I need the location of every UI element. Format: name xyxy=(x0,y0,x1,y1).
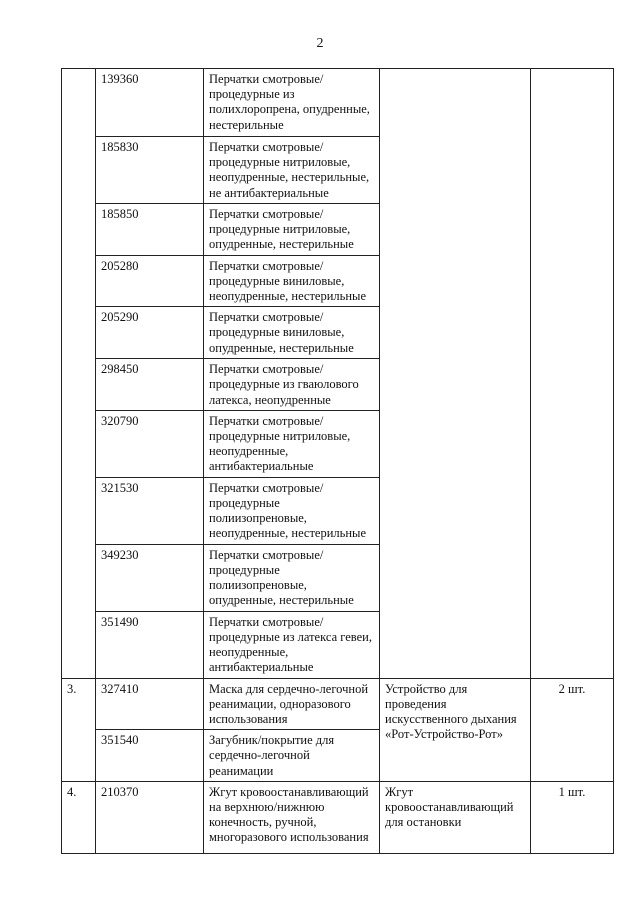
name-cell: Перчатки смотровые/ процедурные нитриловые, неопудренные, нестерильные, не антибактериальные xyxy=(204,137,380,204)
number-cell xyxy=(62,69,96,679)
name-cell: Перчатки смотровые/ процедурные полиизопреновые, неопудренные, нестерильные xyxy=(204,477,380,544)
name-cell: Перчатки смотровые/ процедурные полиизопреновые, опудренные, нестерильные xyxy=(204,544,380,611)
name-cell: Перчатки смотровые/ процедурные виниловые, неопудренные, нестерильные xyxy=(204,255,380,307)
device-cell xyxy=(380,69,531,679)
code-cell: 210370 xyxy=(96,781,204,853)
table-row xyxy=(62,69,614,137)
name-cell: Перчатки смотровые/ процедурные нитриловые, неопудренные, антибактериальные xyxy=(204,410,380,477)
table-row xyxy=(62,781,614,853)
code-cell: 320790 xyxy=(96,410,204,477)
medical-items-table xyxy=(61,68,614,854)
table-row xyxy=(62,678,614,730)
code-cell: 327410 xyxy=(96,678,204,730)
quantity-cell xyxy=(531,69,614,679)
device-cell: Жгут кровоостанавливающий для остановки xyxy=(380,781,531,853)
name-cell: Перчатки смотровые/ процедурные нитриловые, опудренные, нестерильные xyxy=(204,204,380,256)
name-cell: Жгут кровоостанавливающий на верхнюю/нижнюю конечность, ручной, многоразового использования xyxy=(204,781,380,853)
quantity-cell: 1 шт. xyxy=(531,781,614,853)
page-number: 2 xyxy=(316,36,324,51)
code-cell: 321530 xyxy=(96,477,204,544)
code-cell: 351540 xyxy=(96,730,204,782)
code-cell: 205290 xyxy=(96,307,204,359)
item-number: 3. xyxy=(62,678,96,781)
item-number: 4. xyxy=(62,781,96,853)
name-cell: Загубник/покрытие для сердечно-легочной реанимации xyxy=(204,730,380,782)
code-cell: 205280 xyxy=(96,255,204,307)
code-cell: 349230 xyxy=(96,544,204,611)
code-cell: 185830 xyxy=(96,137,204,204)
name-cell: Маска для сердечно-легочной реанимации, одноразового использования xyxy=(204,678,380,730)
quantity-cell: 2 шт. xyxy=(531,678,614,781)
device-cell: Устройство для проведения искусственного дыхания «Рот-Устройство-Рот» xyxy=(380,678,531,781)
name-cell: Перчатки смотровые/ процедурные из латекса гевеи, неопудренные, антибактериальные xyxy=(204,611,380,678)
code-cell: 351490 xyxy=(96,611,204,678)
code-cell: 185850 xyxy=(96,204,204,256)
code-cell: 298450 xyxy=(96,359,204,411)
name-cell: Перчатки смотровые/ процедурные виниловые, опудренные, нестерильные xyxy=(204,307,380,359)
name-cell: Перчатки смотровые/ процедурные из гваюлового латекса, неопудренные xyxy=(204,359,380,411)
code-cell: 139360 xyxy=(96,69,204,137)
name-cell: Перчатки смотровые/ процедурные из полихлоропрена, опудренные, нестерильные xyxy=(204,69,380,137)
